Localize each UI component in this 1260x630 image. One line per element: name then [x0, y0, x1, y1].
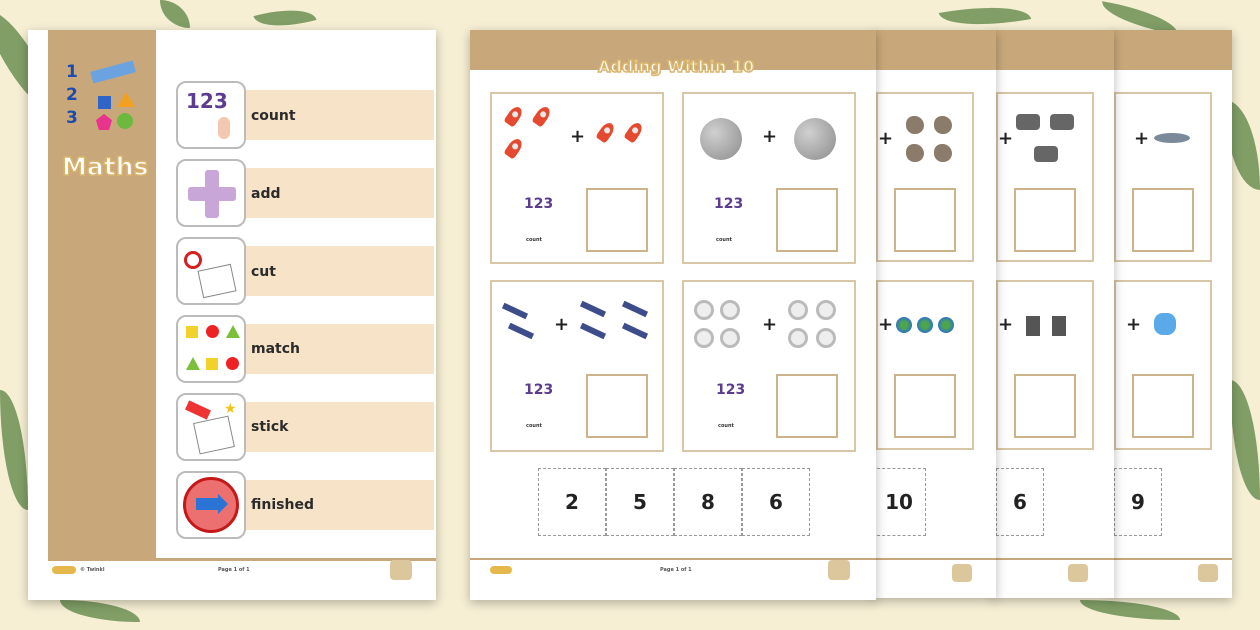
- footer-page: Page 1 of 1: [660, 567, 692, 573]
- plus-sign: +: [998, 314, 1014, 335]
- worksheet-page-3: [992, 30, 1114, 598]
- shapes-match-circle2-icon: [226, 357, 239, 370]
- plus-sign: +: [1134, 128, 1150, 149]
- card-count: [176, 81, 246, 149]
- number-card: 9: [1114, 468, 1162, 536]
- glue-stick-icon: [185, 400, 211, 419]
- astronaut-helmet-icon: [816, 328, 836, 348]
- header-bar: [992, 30, 1114, 70]
- astronaut-helmet-icon: [720, 328, 740, 348]
- answer-box[interactable]: [586, 188, 648, 252]
- moon-icon: [794, 118, 836, 160]
- card-label-finished: finished: [251, 497, 314, 513]
- card-add: [176, 159, 246, 227]
- earth-icon: [938, 317, 954, 333]
- leaf-decoration: [1080, 600, 1180, 620]
- leaf-decoration: [0, 390, 28, 510]
- earth-icon: [917, 317, 933, 333]
- header-bar: [872, 30, 996, 70]
- card-stick: [176, 393, 246, 461]
- moon-rover-icon: [1050, 114, 1074, 130]
- astronaut-helmet-icon: [720, 300, 740, 320]
- plus-sign: +: [1126, 314, 1142, 335]
- arrow-right-icon: [196, 498, 218, 510]
- plus-sign: +: [762, 126, 778, 147]
- card-finished: [176, 471, 246, 539]
- card-label-match: match: [251, 341, 300, 357]
- rock-icon: [934, 144, 952, 162]
- card-label-cut: cut: [251, 264, 276, 280]
- footer-line: [470, 558, 876, 560]
- footer-line: [1110, 558, 1232, 560]
- star-icon: ★: [224, 401, 237, 417]
- answer-box: [1132, 188, 1194, 252]
- count-label: count: [718, 423, 734, 429]
- astronaut-helmet-icon: [788, 328, 808, 348]
- bottom-bar: [48, 558, 436, 561]
- blue-rock-icon: [1154, 313, 1176, 335]
- number-card[interactable]: 6: [742, 468, 810, 536]
- number-card[interactable]: 2: [538, 468, 606, 536]
- spaceship-icon: [1154, 133, 1190, 143]
- shapes-match-circle-icon: [206, 325, 219, 338]
- left-sidebar: [48, 30, 156, 558]
- worksheet-title: Adding Within 10: [598, 57, 755, 76]
- card-label-count: count: [251, 108, 296, 124]
- twinkl-logo: [490, 566, 512, 574]
- answer-box: [894, 188, 956, 252]
- plus-sign: +: [570, 126, 586, 147]
- astronaut-helmet-icon: [816, 300, 836, 320]
- leaf-decoration: [60, 600, 140, 622]
- card-cut: [176, 237, 246, 305]
- plus-icon-bar: [188, 187, 236, 201]
- worksheet-page-2: [872, 30, 996, 598]
- plus-sign: +: [878, 128, 894, 149]
- card-label-add: add: [251, 186, 281, 202]
- numbers-123-icon: 123: [186, 89, 228, 113]
- footer-line: [872, 558, 996, 560]
- telescope-icon: [1052, 316, 1066, 336]
- badge-icon: [952, 564, 972, 582]
- moon-icon: [700, 118, 742, 160]
- shapes-match-triangle2-icon: [186, 357, 200, 370]
- shapes-match-icon: [186, 326, 198, 338]
- circle-shape-icon: [117, 113, 133, 129]
- logo-digit-2: 2: [66, 85, 78, 105]
- logo-digit-1: 1: [66, 62, 78, 82]
- telescope-icon: [1026, 316, 1040, 336]
- count-label: count: [526, 237, 542, 243]
- moon-rover-icon: [1034, 146, 1058, 162]
- paper-sheet-icon: [193, 416, 235, 455]
- answer-box[interactable]: [776, 188, 838, 252]
- badge-icon: [1068, 564, 1088, 582]
- paper-sheet-icon: [197, 264, 236, 298]
- subject-title: Maths: [62, 152, 149, 181]
- twinkl-logo: [52, 566, 76, 574]
- plus-sign: +: [762, 314, 778, 335]
- badge-icon: [828, 560, 850, 580]
- leaf-decoration: [160, 0, 190, 28]
- footer-line: [992, 558, 1114, 560]
- number-card: 10: [872, 468, 926, 536]
- number-card[interactable]: 8: [674, 468, 742, 536]
- rock-icon: [934, 116, 952, 134]
- rock-icon: [906, 144, 924, 162]
- logo-digit-3: 3: [66, 108, 78, 128]
- count-123-icon: 123: [716, 382, 746, 398]
- arrow-head-icon: [218, 494, 228, 514]
- earth-icon: [896, 317, 912, 333]
- scissors-icon: [184, 251, 202, 269]
- count-123-icon: 123: [524, 382, 554, 398]
- square-shape-icon: [98, 96, 111, 109]
- shapes-match-square2-icon: [206, 358, 218, 370]
- count-123-icon: 123: [524, 196, 554, 212]
- answer-box: [1132, 374, 1194, 438]
- count-123-icon: 123: [714, 196, 744, 212]
- card-label-stick: stick: [251, 419, 289, 435]
- card-match: [176, 315, 246, 383]
- number-card: 6: [996, 468, 1044, 536]
- astronaut-helmet-icon: [788, 300, 808, 320]
- header-bar: [1110, 30, 1232, 70]
- answer-box: [894, 374, 956, 438]
- moon-rover-icon: [1016, 114, 1040, 130]
- count-label: count: [526, 423, 542, 429]
- answer-box[interactable]: [586, 374, 648, 438]
- rock-icon: [906, 116, 924, 134]
- answer-box: [1014, 374, 1076, 438]
- shapes-match-triangle-icon: [226, 325, 240, 338]
- pointing-hand-icon: [218, 117, 230, 139]
- astronaut-helmet-icon: [694, 300, 714, 320]
- plus-sign: +: [554, 314, 570, 335]
- number-card[interactable]: 5: [606, 468, 674, 536]
- astronaut-helmet-icon: [694, 328, 714, 348]
- badge-icon: [1198, 564, 1218, 582]
- plus-sign: +: [998, 128, 1014, 149]
- worksheet-page-4: [1110, 30, 1232, 598]
- footer-copyright: © Twinkl: [80, 567, 105, 573]
- answer-box[interactable]: [776, 374, 838, 438]
- count-label: count: [716, 237, 732, 243]
- plus-sign: +: [878, 314, 894, 335]
- footer-page: Page 1 of 1: [218, 567, 250, 573]
- triangle-shape-icon: [117, 92, 135, 107]
- worksheet-page-1: [470, 30, 876, 600]
- answer-box: [1014, 188, 1076, 252]
- badge-icon: [390, 560, 412, 580]
- leaf-decoration: [1230, 380, 1260, 500]
